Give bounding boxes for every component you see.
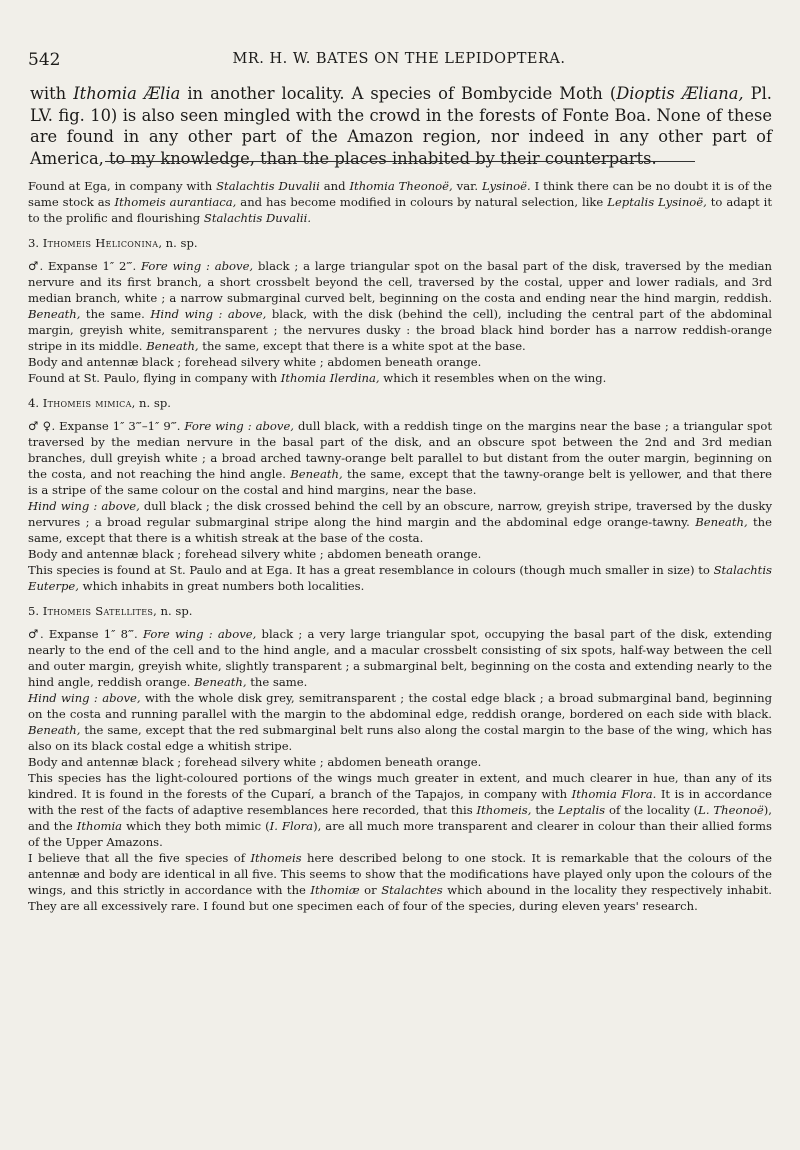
- running-title: MR. H. W. BATES ON THE LEPIDOPTERA.: [232, 51, 566, 67]
- species-name: Ithomia: [76, 819, 123, 833]
- wing-label: Fore wing : above,: [142, 627, 257, 641]
- species-name: Ithomia Flora.: [571, 787, 657, 801]
- species-name: Ithomia Ælia: [73, 84, 181, 103]
- species-number: 3.: [28, 236, 43, 250]
- body-description: Body and antennæ black ; forehead silvery white ; abdomen beneath orange.: [28, 547, 482, 561]
- text-run: the same.: [246, 675, 308, 689]
- species-number: 4.: [28, 396, 43, 410]
- wing-label: Beneath,: [28, 723, 81, 737]
- wing-label: Beneath,: [28, 307, 81, 321]
- text-run: in another locality. A species of Bombycide Moth (: [180, 84, 617, 103]
- species-name: Dioptis Æliana,: [616, 84, 744, 103]
- intro-paragraph: [30, 83, 772, 169]
- species-name: I. Flora: [269, 819, 314, 833]
- species-name: L. Theonoë: [698, 803, 764, 817]
- locality-paragraph: [28, 562, 772, 594]
- text-run: Pl. LV. fig. 10) is also seen mingled with the crowd in the forests of Fonte Boa. None of these are found in any other part of the Amazon region, nor indeed in any other part of America, to my knowledge, than the places inhabited by their counterparts.: [30, 84, 772, 168]
- wing-label: Fore wing : above,: [184, 419, 294, 433]
- text-run: which inhabits in great numbers both localities.: [78, 579, 365, 593]
- text-run: the same, except that the red submarginal belt runs also along the costal margin to the base of the wing, which has also on its black costal edge a whitish stripe.: [28, 723, 772, 753]
- text-run: Found at Ega, in company with: [28, 179, 217, 193]
- section-divider: [105, 161, 695, 162]
- text-run: which it resembles when on the wing.: [379, 371, 607, 385]
- species-name: Ithomiæ: [310, 883, 360, 897]
- text-run: the same, except that there is a white spot at the base.: [198, 339, 526, 353]
- wing-label: Beneath,: [146, 339, 199, 353]
- text-run: with: [30, 84, 74, 103]
- text-run: or: [359, 883, 382, 897]
- text-run: and has become modified in colours by natural selection, like: [236, 195, 608, 209]
- text-run: ♂. Expanse 1″ 8‴.: [28, 627, 143, 641]
- text-run: black, with the disk (behind the cell), including the central part of the abdominal margin, greyish white, semitransparent ; the nervures dusky : the broad black hind border has a narrow reddish-orange stripe in its middle.: [28, 307, 772, 353]
- locality-paragraph: [28, 770, 772, 850]
- body-description: Body and antennæ black ; forehead silvery white ; abdomen beneath orange.: [28, 355, 482, 369]
- page-header: [28, 50, 770, 72]
- wing-label: Beneath,: [290, 467, 343, 481]
- text-run: which they both mimic (: [122, 819, 270, 833]
- wing-label: Fore wing : above,: [140, 259, 254, 273]
- body-description: Body and antennæ black ; forehead silvery white ; abdomen beneath orange.: [28, 755, 482, 769]
- text-run: with the whole disk grey, semitransparent ; the costal edge black ; a broad submarginal band, beginning on the costa and running parallel with the margin to the abdominal edge, reddish orange, bordered on each side with black.: [28, 691, 772, 721]
- text-run: to adapt it to the prolific and flourishing: [28, 195, 772, 225]
- text-run: dull black ; the disk crossed behind the cell by an obscure, narrow, greyish stripe, traversed by the dusky nervures ; a broad regular submarginal stripe along the hind margin and the abdominal edge orange-tawny.: [28, 499, 772, 529]
- text-run: , n. sp.: [153, 604, 193, 618]
- text-run: of the locality (: [605, 803, 699, 817]
- species-title: Ithomeis Heliconina: [42, 236, 159, 250]
- description-paragraph: [28, 626, 772, 690]
- hind-wing-paragraph: [28, 498, 772, 546]
- species-heading-satellites: [28, 603, 772, 619]
- text-run: This species is found at St. Paulo and at Ega. It has a great resemblance in colours (though much smaller in size) to: [28, 563, 714, 577]
- conclusion-paragraph: [28, 850, 772, 914]
- species-heading-mimica: [28, 395, 772, 411]
- species-name: Leptalis: [558, 803, 606, 817]
- species-name: Ithomeis aurantiaca,: [114, 195, 237, 209]
- species-title: Ithomeis mimica: [42, 396, 132, 410]
- species-name: Ithomeis,: [476, 803, 532, 817]
- ega-locality-note: [28, 178, 772, 226]
- text-run: ♂ ♀. Expanse 1″ 3‴–1″ 9‴.: [28, 419, 185, 433]
- text-run: This species has the light-coloured portions of the wings much greater in extent, and much clearer in hue, than any of its kindred. It is found in the forests of the Cuparí, a branch of the Tapajos, in company with: [28, 771, 772, 801]
- wing-label: Beneath,: [194, 675, 247, 689]
- wing-label: Beneath,: [695, 515, 748, 529]
- species-name: Lysinoë.: [481, 179, 531, 193]
- description-paragraph: [28, 258, 772, 354]
- text-run: It is in accordance with the rest of the facts of adaptive resemblances here recorded, that this: [28, 787, 773, 817]
- wing-label: Hind wing : above,: [28, 499, 140, 513]
- wing-label: Hind wing : above,: [28, 691, 141, 705]
- text-run: the same, except that there is a whitish streak at the base of the costa.: [28, 515, 772, 545]
- text-run: here described belong to one stock. It is remarkable that the colours of the antennæ and body are identical in all five. This seems to show that the modifications have played only upon the colours of the wings, and this strictly in accordance with the: [28, 851, 772, 897]
- species-name: Leptalis Lysinoë,: [607, 195, 707, 209]
- species-name: Stalachtis Euterpe,: [28, 563, 772, 593]
- text-run: black ; a large triangular spot on the basal part of the disk, traversed by the median nervure and its first branch, a short crossbelt beyond the cell, traversed by the costal, upper and lower radials, and 3rd median branch, white ; a narrow submarginal curved belt, beginning on the costa and ending near the hind margin, reddish.: [28, 259, 773, 305]
- text-run: I believe that all the five species of: [28, 851, 251, 865]
- text-run: the: [531, 803, 559, 817]
- text-run: which abound in the locality they respectively inhabit. They are all excessively rare. I found but one specimen each of four of the species, during eleven years' research.: [28, 883, 772, 913]
- text-run: and: [319, 179, 350, 193]
- species-number: 5.: [28, 604, 43, 618]
- text-run: dull black, with a reddish tinge on the margins near the base ; a triangular spot traversed by the median nervure in the basal part of the disk, and an obscure spot between the 2nd and 3rd median branches, dull greyish white ; a broad arched tawny-orange belt parallel to but distant from the outer margin, beginning on the costa, and not reaching the hind angle.: [28, 419, 772, 481]
- locality-paragraph: [28, 370, 772, 386]
- species-name: Stalachtis Duvalii.: [203, 211, 312, 225]
- text-run: ), are all much more transparent and clearer in colour than their allied forms of the Upper Amazons.: [28, 819, 772, 849]
- text-run: black ; a very large triangular spot, occupying the basal part of the disk, extending nearly to the end of the cell and to the hind angle, and a macular crossbelt consisting of six spots, half-way between the cell and outer margin, greyish white, slightly transparent ; a submarginal belt, beginning on the costa and extending nearly to the hind angle, reddish orange.: [28, 627, 772, 689]
- species-name: Ithomia Ilerdina,: [280, 371, 380, 385]
- hind-wing-paragraph: [28, 690, 772, 754]
- text-run: , n. sp.: [158, 236, 198, 250]
- text-run: ♂. Expanse 1″ 2‴.: [28, 259, 141, 273]
- text-run: , n. sp.: [131, 396, 171, 410]
- species-title: Ithomeis Satellites: [42, 604, 154, 618]
- text-run: I think there can be no doubt it is of the same stock as: [28, 179, 772, 209]
- species-name: Stalachtis Duvalii: [216, 179, 320, 193]
- species-heading-heliconina: [28, 235, 772, 251]
- text-run: the same, except that the tawny-orange belt is yellower, and that there is a stripe of the same colour on the costal and hind margins, near the base.: [28, 467, 772, 497]
- species-descriptions: [28, 178, 772, 914]
- species-name: Stalachtes: [381, 883, 443, 897]
- text-run: Found at St. Paulo, flying in company with: [28, 371, 281, 385]
- species-name: Ithomia Theonoë,: [349, 179, 453, 193]
- species-name: Ithomeis: [250, 851, 302, 865]
- page-number: 542: [28, 50, 61, 70]
- description-paragraph: [28, 418, 772, 498]
- text-run: ), and the: [28, 803, 772, 833]
- text-run: var.: [452, 179, 482, 193]
- wing-label: Hind wing : above,: [150, 307, 267, 321]
- text-run: the same.: [80, 307, 151, 321]
